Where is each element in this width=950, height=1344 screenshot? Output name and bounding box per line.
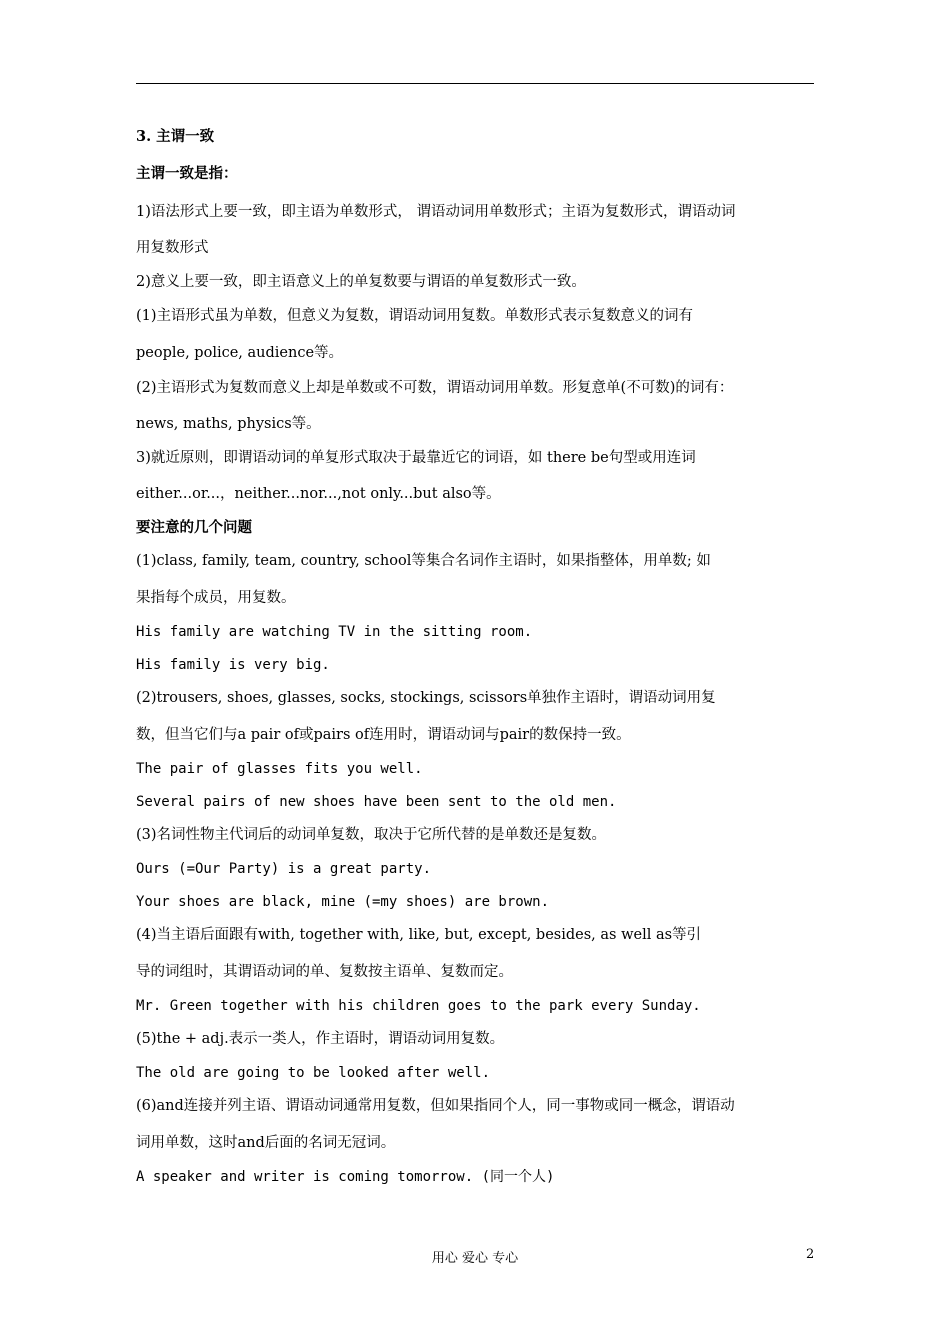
example-sentence: His family are watching TV in the sitting room.	[136, 624, 533, 640]
body-line: 3)就近原则，即谓语动词的单复形式取决于最靠近它的词语，如 there be句型或用连词	[136, 450, 696, 466]
note-line: (6)and连接并列主语、谓语动词通常用复数，但如果指同个人，同一事物或同一概念，谓语动	[136, 1098, 735, 1114]
header-rule	[136, 83, 814, 84]
example-sentence: Ours (=Our Party) is a great party.	[136, 861, 432, 877]
note-line: 数，但当它们与a pair of或pairs of连用时，谓语动词与pair的数保持一致。	[136, 727, 631, 743]
example-sentence: A speaker and writer is coming tomorrow. (同一个人)	[136, 1169, 555, 1185]
note-line: 导的词组时，其谓语动词的单、复数按主语单、复数而定。	[136, 964, 513, 980]
footer-motto: 用心 爱心 专心	[431, 1251, 519, 1266]
note-line: (4)当主语后面跟有with, together with, like, but, except, besides, as well as等引	[136, 927, 702, 943]
body-line: (1)主语形式虽为单数，但意义为复数，谓语动词用复数。单数形式表示复数意义的词有	[136, 308, 694, 324]
example-sentence: Mr. Green together with his children goes to the park every Sunday.	[136, 998, 701, 1014]
body-line: 用复数形式	[136, 240, 209, 256]
note-line: (5)the + adj.表示一类人，作主语时，谓语动词用复数。	[136, 1031, 505, 1047]
section-subheading: 主谓一致是指：	[136, 165, 238, 182]
body-line: (2)主语形式为复数而意义上却是单数或不可数，谓语动词用单数。形复意单(不可数)的词有：	[136, 380, 734, 396]
body-line: 2)意义上要一致，即主语意义上的单复数要与谓语的单复数形式一致。	[136, 274, 586, 290]
body-line: news, maths, physics等。	[136, 416, 321, 432]
notes-heading: 要注意的几个问题	[136, 519, 252, 536]
example-sentence: Your shoes are black, mine (=my shoes) are brown.	[136, 894, 550, 910]
note-line: (2)trousers, shoes, glasses, socks, stockings, scissors单独作主语时，谓语动词用复	[136, 690, 716, 706]
note-line: 果指每个成员，用复数。	[136, 590, 296, 606]
section-heading: 3. 主谓一致	[136, 128, 215, 145]
page-number: 2	[806, 1247, 815, 1262]
body-line: 1)语法形式上要一致，即主语为单数形式， 谓语动词用单数形式；主语为复数形式，谓语动词	[136, 204, 736, 220]
note-line: (1)class, family, team, country, school等集合名词作主语时，如果指整体，用单数; 如	[136, 553, 711, 569]
note-line: 词用单数，这时and后面的名词无冠词。	[136, 1135, 396, 1151]
body-line: people, police, audience等。	[136, 345, 344, 361]
example-sentence: The pair of glasses fits you well.	[136, 761, 423, 777]
example-sentence: Several pairs of new shoes have been sent to the old men.	[136, 794, 617, 810]
example-sentence: His family is very big.	[136, 657, 330, 673]
note-line: (3)名词性物主代词后的动词单复数，取决于它所代替的是单数还是复数。	[136, 827, 607, 843]
example-sentence: The old are going to be looked after well.	[136, 1065, 491, 1081]
body-line: either...or...，neither...nor...,not only...but also等。	[136, 486, 501, 502]
